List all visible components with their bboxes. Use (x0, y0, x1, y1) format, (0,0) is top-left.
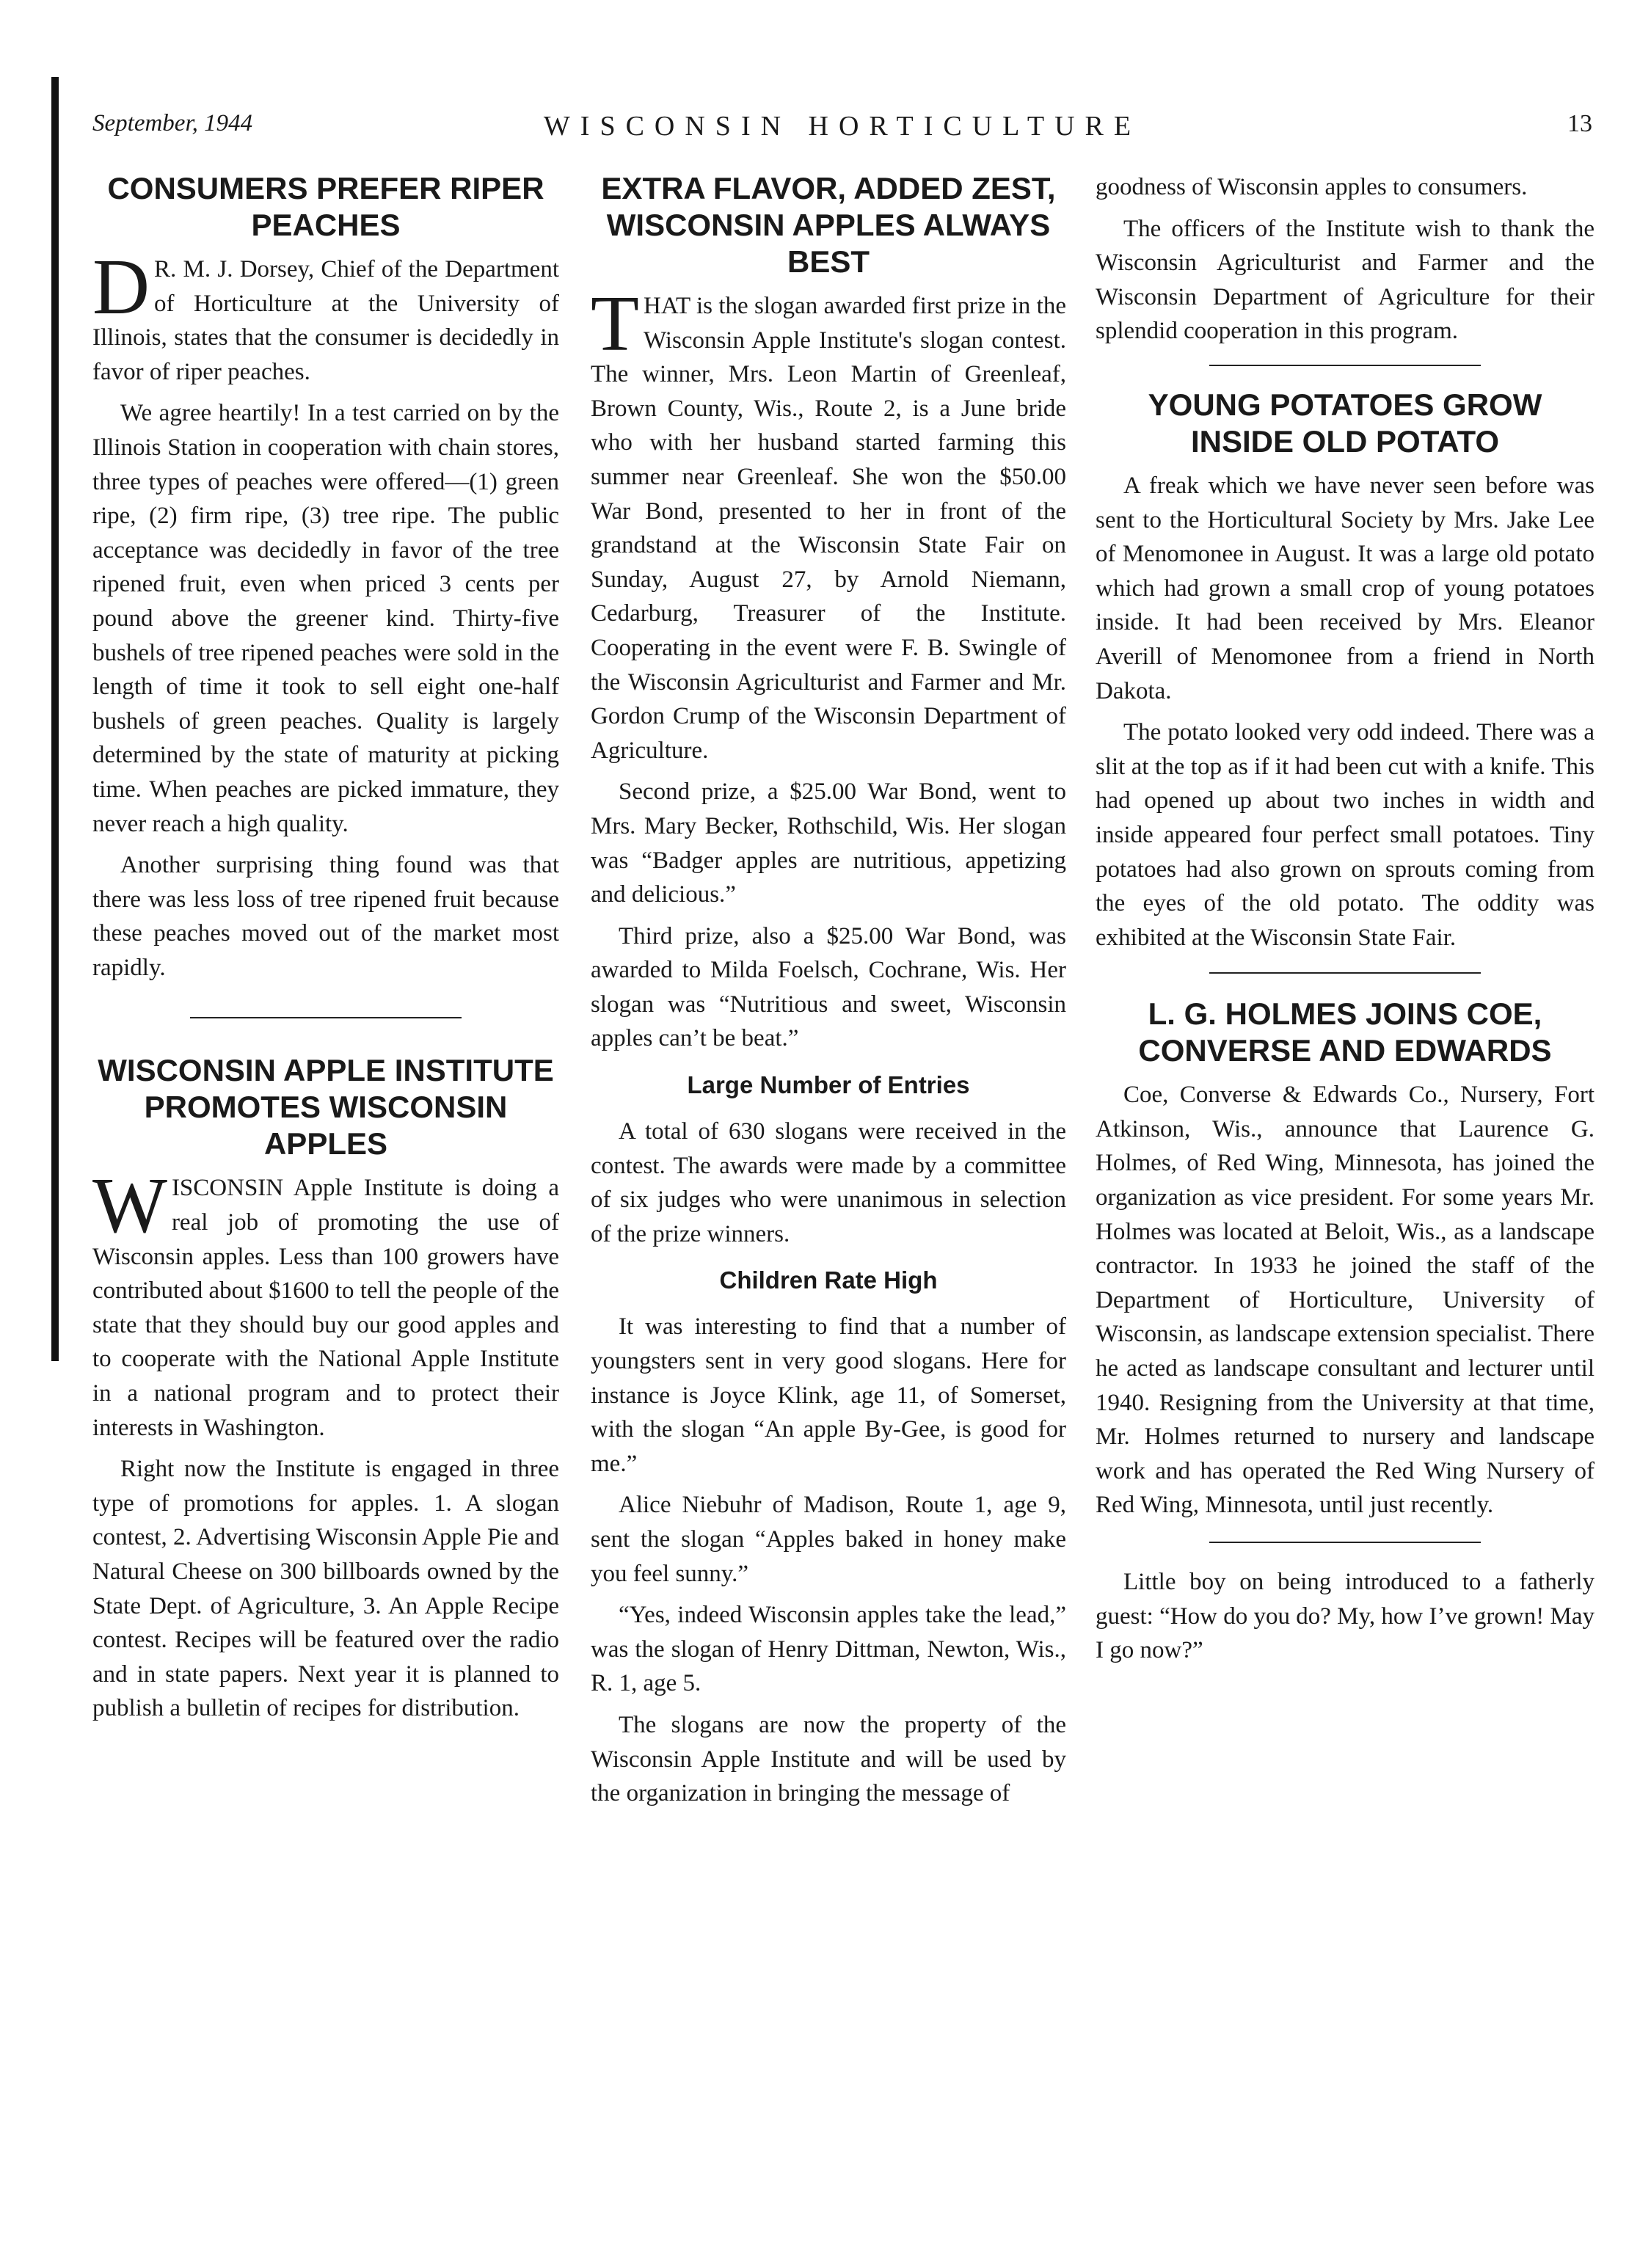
article-riper-peaches (92, 170, 559, 985)
article-paragraph: The officers of the Institute wish to thank the Wisconsin Agriculturist and Farmer and the Wisconsin Department of Agriculture for their splendid cooperation in this program. (1096, 215, 1594, 345)
article-paragraph: DR. M. J. Dorsey, Chief of the Department of Horticulture at the University of Illinois, states that the consumer is decidedly in favor of riper peaches. (92, 244, 559, 385)
section-divider (1209, 972, 1481, 974)
section-divider (190, 1017, 462, 1018)
article-paragraph: A total of 630 slogans were received in the contest. The awards were made by a committee of six judges who were unanimous in selection of the prize winners. (591, 1118, 1066, 1247)
article-paragraph: Third prize, also a $25.00 War Bond, was awarded to Milda Foelsch, Cochrane, Wis. Her slogan was “Nutritious and sweet, Wisconsin apples can’t be beat.” (591, 922, 1066, 1052)
page-binding-edge (51, 77, 59, 1361)
article-paragraph: Right now the Institute is engaged in three type of promotions for apples. 1. A slogan contest, 2. Advertising Wisconsin Apple Pie and Natural Cheese on 300 billboards owned by the State Dept. of Agriculture, 3. An Apple Recipe contest. Recipes will be featured over the radio and in state papers. Next year it is planned to publish a bulletin of recipes for distribution. (92, 1456, 560, 1722)
article-paragraph: Second prize, a $25.00 War Bond, went to Mrs. Mary Becker, Rothschild, Wis. Her slogan was “Badger apples are nutritious, appetizing and delicious.” (591, 779, 1066, 908)
column-right (1096, 170, 1594, 1675)
article-paragraph: goodness of Wisconsin apples to consumers. (1096, 174, 1528, 200)
article-holmes (1096, 996, 1594, 1523)
column-middle (591, 170, 1066, 1818)
article-headline: YOUNG POTATOES GROW INSIDE OLD POTATO (1148, 387, 1542, 459)
article-headline: WISCONSIN APPLE INSTITUTE PROMOTES WISCONSIN APPLES (98, 1053, 554, 1162)
article-paragraph: We agree heartily! In a test carried on by the Illinois Station in cooperation with chain stores, three types of peaches were offered—(1) green ripe, (2) firm ripe, (3) tree ripe. The public acceptance was decidedly in favor of the tree ripened fruit, even when priced 3 cents per pound above the greener kind. Thirty-five bushels of tree ripened peaches were sold in the length of time it took to sell eight one-half bushels of green peaches. Quality is largely determined by the state of maturity at picking time. When peaches are picked immature, they never reach a high quality. (92, 400, 559, 837)
article-apple-institute (92, 1052, 559, 1726)
article-paragraph: Alice Niebuhr of Madison, Route 1, age 9, sent the slogan “Apples baked in honey make you feel sunny.” (591, 1492, 1066, 1587)
journal-title: WISCONSIN HORTICULTURE (543, 111, 1142, 142)
article-headline: L. G. HOLMES JOINS COE, CONVERSE AND EDWARDS (1138, 996, 1552, 1068)
running-head (92, 110, 1592, 154)
article-paragraph: Little boy on being introduced to a fatherly guest: “How do you do? My, how I’ve grown! May I go now?” (1096, 1569, 1594, 1664)
filler-item (1096, 1565, 1594, 1668)
article-subhead: Children Rate High (719, 1266, 938, 1294)
article-headline: EXTRA FLAVOR, ADDED ZEST, WISCONSIN APPLES ALWAYS BEST (601, 171, 1056, 279)
article-paragraph: Coe, Converse & Edwards Co., Nursery, Fort Atkinson, Wis., announce that Laurence G. Holmes, of Red Wing, Minnesota, has joined the organization as vice president. For some years Mr. Holmes was located at Beloit, Wis., as a landscape contractor. In 1933 he joined the staff of the Department of Horticulture, University of Wisconsin, as landscape extension specialist. There he acted as landscape consultant and lecturer until 1940. Resigning from the University at that time, Mr. Holmes returned to nursery and landscape work and has operated the Red Wing Nursery of Red Wing, Minnesota, until just recently. (1096, 1082, 1594, 1519)
issue-date: September, 1944 (92, 110, 253, 136)
article-paragraph: A freak which we have never seen before was sent to the Horticultural Society by Mrs. Jake Lee of Menomonee in August. It was a large old potato which had grown a small crop of young potatoes inside. It had been received by Mrs. Eleanor Averill of Menomonee from a friend in North Dakota. (1096, 472, 1594, 704)
article-paragraph: THAT is the slogan awarded first prize in the Wisconsin Apple Institute's slogan contest. The winner, Mrs. Leon Martin of Greenleaf, Brown County, Wis., Route 2, is a June bride who with her husband started farming this summer near Greenleaf. She won the $50.00 War Bond, presented to her in front of the grandstand at the Wisconsin State Fair on Sunday, August 27, by Arnold Niemann, Cedarburg, Treasurer of the Institute. Cooperating in the event were F. B. Swingle of the Wisconsin Agriculturist and Farmer and Mr. Gordon Crump of the Wisconsin Department of Agriculture. (591, 280, 1066, 764)
page-number: 13 (1567, 110, 1592, 137)
article-paragraph: The potato looked very odd indeed. There was a slit at the top as if it had been cut with a knife. This had opened up about two inches in width and inside appeared four perfect small potatoes. Tiny potatoes had also grown on sprouts coming from the eyes of the old potato. The oddity was exhibited at the Wisconsin State Fair. (1096, 719, 1594, 951)
article-paragraph: “Yes, indeed Wisconsin apples take the lead,” was the slogan of Henry Dittman, Newton, Wis., R. 1, age 5. (591, 1602, 1066, 1697)
article-headline: CONSUMERS PREFER RIPER PEACHES (107, 171, 544, 242)
article-young-potatoes (1096, 387, 1594, 955)
section-divider (1209, 365, 1481, 366)
column-left (92, 170, 559, 1733)
article-paragraph: The slogans are now the property of the Wisconsin Apple Institute and will be used by the organization in bringing the message of (591, 1711, 1066, 1807)
section-divider (1209, 1542, 1481, 1543)
article-extra-flavor-continued (1096, 170, 1594, 349)
article-paragraph: Another surprising thing found was that there was less loss of tree ripened fruit because these peaches moved out of the market most rapidly. (92, 852, 559, 981)
article-extra-flavor (591, 170, 1066, 1811)
article-subhead: Large Number of Entries (687, 1071, 970, 1099)
article-paragraph: WISCONSIN Apple Institute is doing a real job of promoting the use of Wisconsin apples. Less than 100 growers have contributed about $1600 to tell the people of the state that they should buy our good apples and to cooperate with the National Apple Institute in a national program and to protect their interests in Washington. (92, 1162, 560, 1441)
article-paragraph: It was interesting to find that a number of youngsters sent in very good slogans. Here for instance is Joyce Klink, age 11, of Somerset, with the slogan “An apple By-Gee, is good for me.” (591, 1313, 1066, 1477)
